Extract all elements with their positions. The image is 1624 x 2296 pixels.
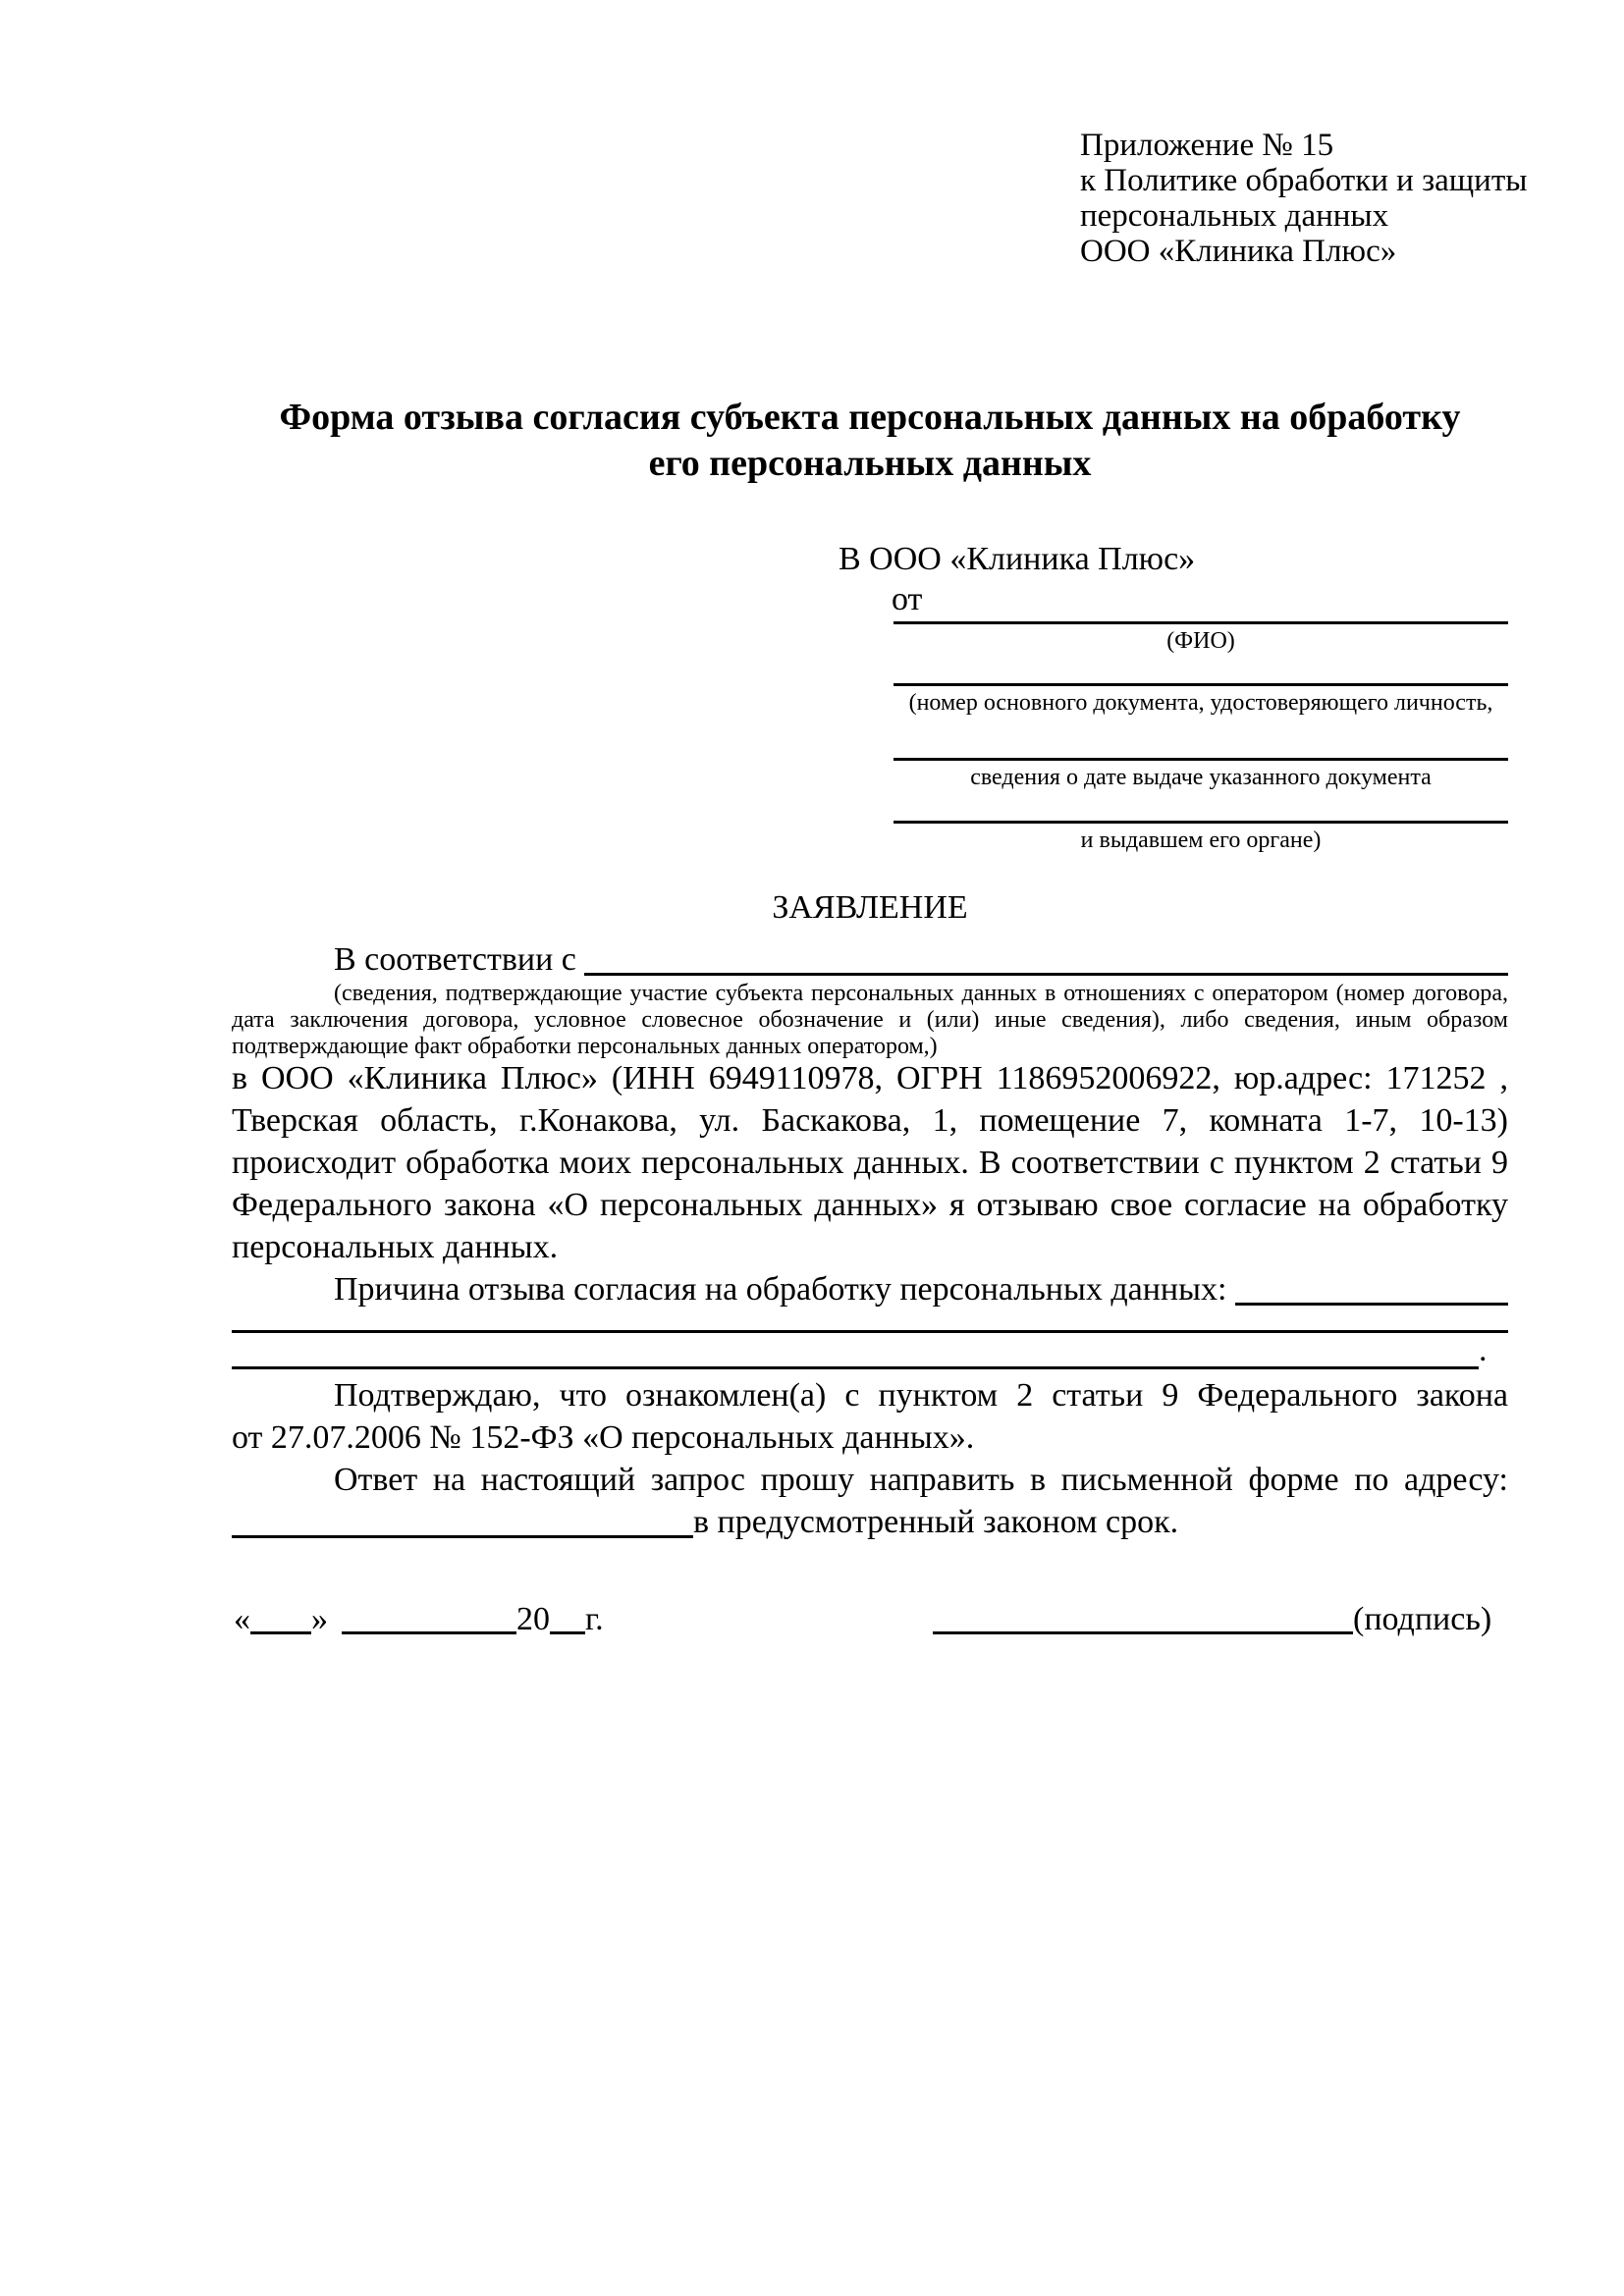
reason-blank-segment xyxy=(232,1330,1479,1369)
reason-prefix: Причина отзыва согласия на обработку персональных данных: xyxy=(334,1271,1235,1308)
appendix-line: ООО «Клиника Плюс» xyxy=(1080,234,1397,269)
addressee-from-label: от xyxy=(892,581,923,617)
document-number-blank-line xyxy=(893,648,1508,686)
date-month-blank xyxy=(342,1598,516,1634)
appendix-line: персональных данных xyxy=(1080,198,1389,234)
confirmation-paragraph xyxy=(232,1374,1508,1459)
basis-prefix: В соответствии с xyxy=(334,941,585,978)
fio-blank-line xyxy=(893,589,1508,624)
issuing-authority-blank-line xyxy=(893,785,1508,824)
date-year-blank xyxy=(550,1598,585,1634)
appendix-header xyxy=(1080,128,1527,269)
appendix-line: Приложение № 15 xyxy=(1080,128,1334,163)
issue-date-label: сведения о дате выдаче указанного документа xyxy=(970,765,1432,790)
confirmation-line: от 27.07.2006 № 152-ФЗ «О персональных данных». xyxy=(232,1419,975,1456)
date-close-quote: » xyxy=(311,1601,328,1637)
statement-body: в ООО «Клиника Плюс» (ИНН 6949110978, ОГРН 1186952006922, юр.адрес: 171252 , Тверская область, г.Конакова, ул. Баскакова, 1, помещение 7, комната 1-7, 10-13) происходит обработка моих персональных данных. В соответствии с пунктом 2 статьи 9 Федерального закона «О персональных данных» я отзываю свое согласие на обработку персональных данных. xyxy=(232,1060,1508,1265)
page-title xyxy=(232,395,1508,487)
document-number-label: (номер основного документа, удостоверяющего личность, xyxy=(908,690,1493,716)
blank-terminator: . xyxy=(1479,1332,1488,1368)
page-title-line: Форма отзыва согласия субъекта персональных данных на обработку xyxy=(279,397,1461,438)
appendix-line: к Политике обработки и защиты xyxy=(1080,163,1528,198)
basis-row xyxy=(232,938,1508,981)
fio-label: (ФИО) xyxy=(1166,628,1235,654)
signature-label: (подпись) xyxy=(1353,1601,1492,1637)
addressee-to: В ООО «Клиника Плюс» xyxy=(839,541,1196,577)
date-year-suffix: г. xyxy=(585,1601,604,1637)
issue-date-blank-line xyxy=(893,722,1508,761)
date-open-quote: « xyxy=(234,1601,250,1637)
date-day-blank xyxy=(250,1598,311,1634)
page-title-line: его персональных данных xyxy=(648,443,1092,484)
reply-address-row xyxy=(232,1501,1508,1543)
address-blank-line xyxy=(232,1501,693,1538)
confirmation-line: Подтверждаю, что ознакомлен(а) с пунктом 2 статьи 9 Федерального закона xyxy=(334,1377,1508,1414)
date-row xyxy=(234,1598,604,1640)
reason-blank-line-3 xyxy=(232,1330,1508,1369)
issuing-authority-label: и выдавшем его органе) xyxy=(1080,828,1322,853)
reply-suffix: в предусмотренный законом срок. xyxy=(693,1504,1179,1540)
statement-heading: ЗАЯВЛЕНИЕ xyxy=(772,889,968,926)
reply-request: Ответ на настоящий запрос прошу направить в письменной форме по адресу: xyxy=(334,1462,1508,1498)
reason-blank-line-2 xyxy=(232,1291,1508,1333)
fine-print: (сведения, подтверждающие участие субъекта персональных данных в отношениях с оператором (номер договора, дата заключения договора, условное словесное обозначение и (или) иные сведения), либо сведения, иным образом подтверждающие факт обработки персональных данных оператором,) xyxy=(232,981,1508,1059)
date-year-prefix: 20 xyxy=(516,1601,550,1637)
basis-blank-line xyxy=(584,938,1508,976)
signature-row xyxy=(933,1598,1491,1640)
signature-blank-line xyxy=(933,1598,1353,1634)
